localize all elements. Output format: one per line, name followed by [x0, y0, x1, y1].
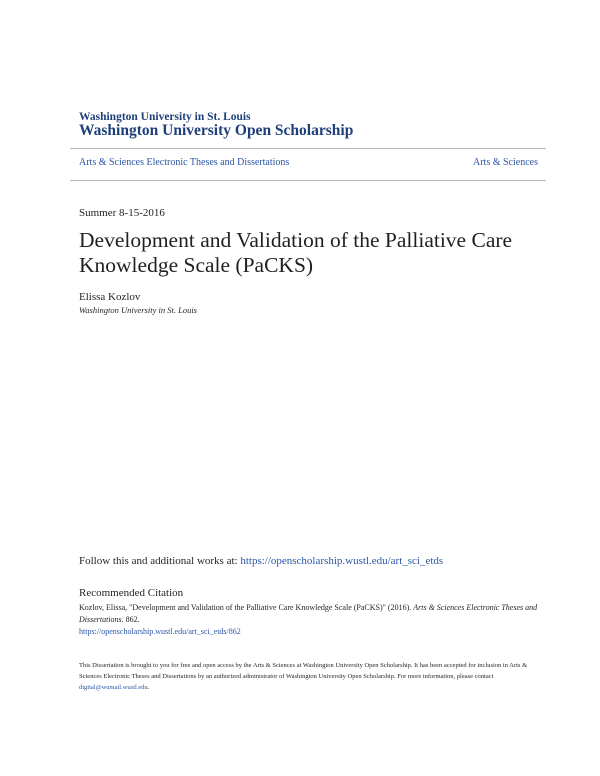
- access-notice: [79, 660, 539, 693]
- author-name: Elissa Kozlov: [79, 291, 141, 303]
- citation-body: [79, 602, 539, 638]
- collection-link-arts-sciences[interactable]: Arts & Sciences: [473, 157, 538, 168]
- notice-text: This Dissertation is brought to you for free and open access by the Arts & Sciences at Washington University Open Scholarship. It has been accepted for inclusion in Arts & Sciences Electronic Theses and Dissertations by an authorized administrator of Washington University Open Scholarship. For more information, please contact: [79, 662, 528, 680]
- follow-line: [79, 555, 443, 567]
- notice-end: .: [147, 684, 150, 691]
- citation-journal: Arts & Sciences Electronic Theses and Dissertations: [79, 603, 538, 624]
- document-title: Development and Validation of the Palliative Care Knowledge Scale (PaCKS): [79, 228, 513, 277]
- bottom-divider: [70, 180, 546, 181]
- repository-name: Washington University Open Scholarship: [79, 122, 354, 139]
- citation-link[interactable]: https://openscholarship.wustl.edu/art_sci_etds/862: [79, 627, 241, 636]
- citation-text: Kozlov, Elissa, "Development and Validation of the Palliative Care Knowledge Scale (PaCKS)" (2016).: [79, 603, 414, 612]
- publication-date: Summer 8-15-2016: [79, 207, 165, 219]
- top-divider: [70, 148, 546, 149]
- follow-link[interactable]: https://openscholarship.wustl.edu/art_sci_etds: [240, 555, 444, 567]
- citation-tail: . 862.: [121, 615, 140, 624]
- collection-link-etds[interactable]: Arts & Sciences Electronic Theses and Dissertations: [79, 157, 290, 168]
- institution-name: Washington University in St. Louis: [79, 111, 251, 123]
- author-affiliation: Washington University in St. Louis: [79, 305, 197, 315]
- citation-heading: Recommended Citation: [79, 587, 184, 599]
- contact-email-link[interactable]: digital@wumail.wustl.edu: [79, 684, 148, 691]
- follow-prefix: Follow this and additional works at:: [79, 555, 241, 567]
